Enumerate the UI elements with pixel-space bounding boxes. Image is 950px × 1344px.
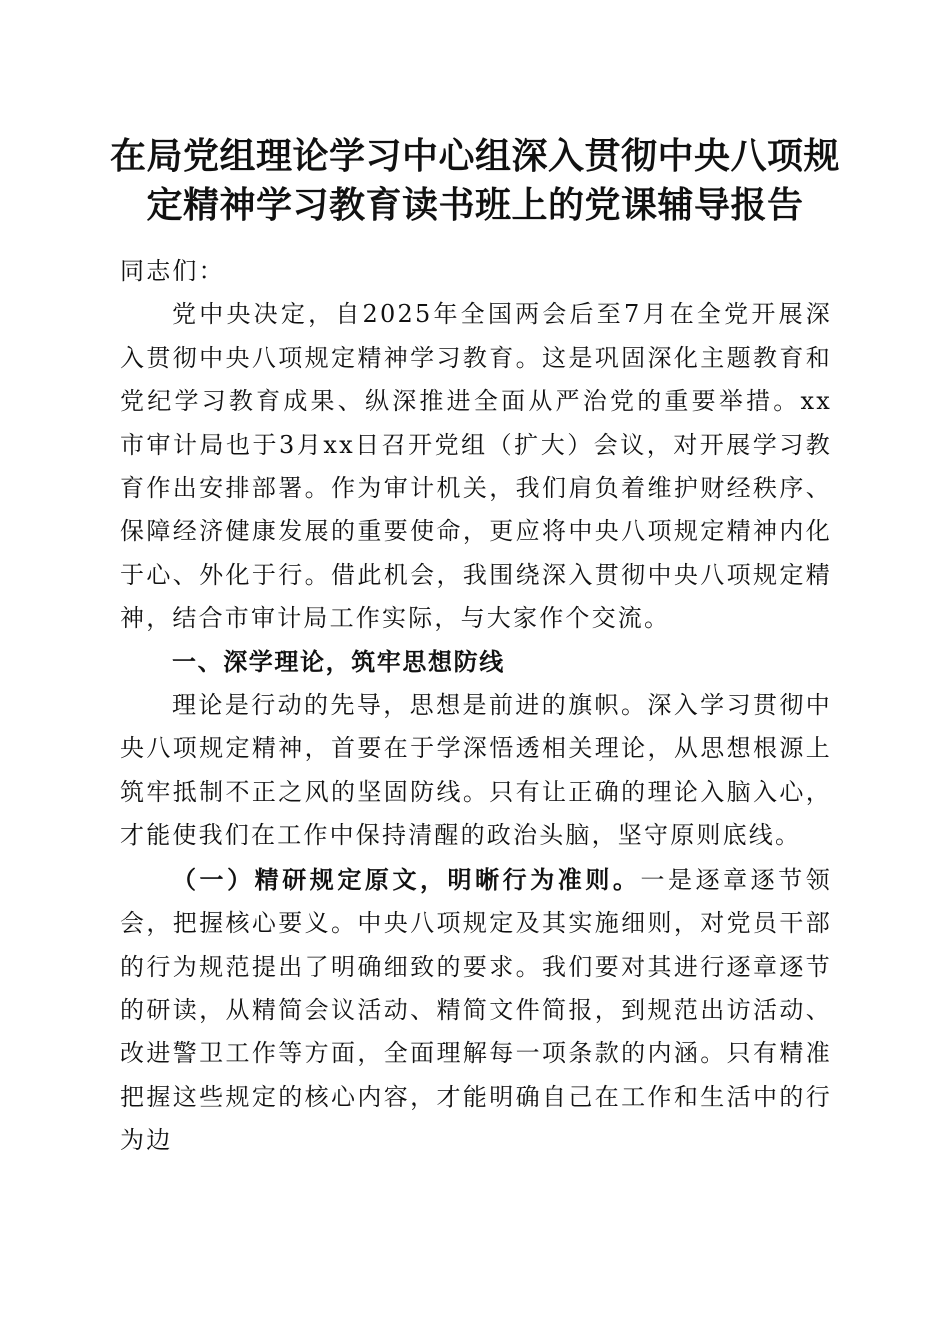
salutation: 同志们： <box>120 257 225 285</box>
subsection-body: 一是逐章逐节领会，把握核心要义。中央八项规定及其实施细则，对党员干部的行为规范提出了明确细致的要求。我们要对其进行逐章逐节的研读，从精简会议活动、精简文件简报，到规范出访活动、改进警卫工作等方面，全面理解每一项条款的内涵。只有精准把握这些规定的核心内容，才能明确自己在工作和生活中的行为边 <box>120 865 832 1155</box>
paragraph-intro: 党中央决定，自2025年全国两会后至7月在全党开展深入贯彻中央八项规定精神学习教育。这是巩固深化主题教育和党纪学习教育成果、纵深推进全面从严治党的重要举措。xx市审计局也于3月xx日召开党组（扩大）会议，对开展学习教育作出安排部署。作为审计机关，我们肩负着维护财经秩序、保障经济健康发展的重要使命，更应将中央八项规定精神内化于心、外化于行。借此机会，我围绕深入贯彻中央八项规定精神，结合市审计局工作实际，与大家作个交流。 <box>120 300 832 633</box>
document-body <box>120 250 832 1163</box>
paragraph-theory: 理论是行动的先导，思想是前进的旗帜。深入学习贯彻中央八项规定精神，首要在于学深悟透相关理论，从思想根源上筑牢抵制不正之风的坚固防线。只有让正确的理论入脑入心，才能使我们在工作中保持清醒的政治头脑，坚守原则底线。 <box>120 691 832 850</box>
subsection-lead: （一）精研规定原文，明晰行为准则。 <box>172 864 641 894</box>
document-title: 在局党组理论学习中心组深入贯彻中央八项规定精神学习教育读书班上的党课辅导报告 <box>109 135 840 226</box>
section-heading-1: 一、深学理论，筑牢思想防线 <box>172 647 505 676</box>
paragraph-subsection-1 <box>120 858 832 1163</box>
